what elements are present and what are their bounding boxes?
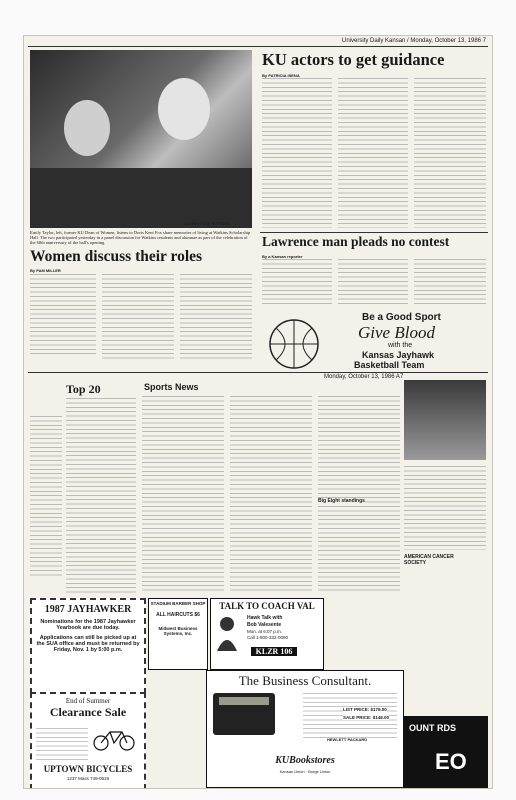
standings-title: Big Eight standings [318,498,365,504]
story1-byline: By PAM MILLER [30,268,61,273]
story3-headline: Lawrence man pleads no contest [262,234,450,249]
coach-line2: Bob Valesente [247,622,282,628]
station-logo: KLZR 106 [251,647,297,656]
basketball-icon [264,314,328,370]
blood-line2: Give Blood [358,323,435,342]
haircut-price: ALL HAIRCUTS $6 [156,612,200,618]
barber-ad [148,598,208,670]
story1-headline: Women discuss their roles [30,248,203,265]
sale-price: SALE PRICE: $148.00 [343,715,390,720]
photo-person-right [158,78,210,140]
story3-byline: By a Kansan reporter [262,254,303,259]
jayhawker-body: Nominations for the 1987 Jayhawker Yearbook are due today. [40,619,136,631]
bookstore-sub: Kansas Union · Burge Union [279,769,331,774]
section-rule [28,372,488,373]
newspaper-page [24,36,492,788]
clearance-title: Clearance Sale [49,705,127,719]
masthead-rule [28,46,488,47]
bookstore-logo: KUBookstores [275,755,335,766]
barber-name: STADIUM BARBER SHOP [150,601,206,606]
hp-logo: HEWLETT PACKARD [327,737,368,742]
photo-caption: Emily Taylor, left, former KU Dean of Women, listens to Doris Kent Fox share memories of living at Watkins Scholarship Hall. The two participated yesterday in a panel discussion for Watkins residents and alumnae as part of the celebration of the 60th anniversary of the hall's opening. [30,230,251,245]
clearance-top: End of Summer [65,697,111,705]
uptown-phone: 1237 Mass 749-0626 [66,776,110,781]
cancer-ad-photo [404,380,486,460]
coach-val-ad [210,598,324,670]
photo-credit: Staff Photo/KURT HUFFMAN [184,222,230,226]
cancer-logo: AMERICAN CANCER SOCIETY [404,554,454,566]
photo-foreground [30,168,252,228]
eo-text: EO [435,749,467,774]
story3-col2 [338,259,408,307]
midwest-name: Midwest Business Systems, Inc. [158,626,198,636]
story1-col2 [102,274,174,360]
boxscores-col3 [318,396,400,594]
blood-drive-ad [262,312,488,372]
story2-byline: By PATRICIA ISENA [262,73,300,78]
coach-line1: Hawk Talk with [247,615,283,621]
photo-person-left [64,100,110,156]
cancer-ad-text [404,466,486,550]
story2-col3 [414,78,486,228]
story2-col1 [262,78,332,228]
coach-line4: Call 1-800-332-0090 [247,635,289,640]
story1-col1 [30,274,96,356]
consultant-ad [206,670,404,788]
consultant-title: The Business Consultant. [238,673,372,688]
story2-col2 [338,78,408,228]
blood-line4: Kansas Jayhawk [362,350,435,360]
count-text: OUNT RDS [409,723,456,733]
story1-col3 [180,274,252,360]
jayhawker-title: 1987 JAYHAWKER [44,604,132,615]
news-photo [30,50,252,228]
masthead: University Daily Kansan / Monday, October 13, 1986 7 [342,38,486,44]
bicycle-icon [92,726,136,752]
person-icon [215,615,239,651]
coach-line3: Mon. at 6:07 p.m. [247,629,283,634]
calculator-image [213,693,275,735]
boxscores-col2 [230,396,312,594]
top20-title: Top 20 [66,382,101,396]
jayhawker-body2: Applications can still be picked up at the SUA office and must be returned by Friday, Nov. 1 by 5:00 p.m. [36,635,140,653]
story2-rule [260,232,488,233]
clearance-text [36,728,88,760]
story3-col3 [414,259,486,307]
right-edge-ad [404,716,488,788]
mid-masthead: Monday, October 13, 1986 A7 [324,374,404,380]
clearance-ad [30,692,146,788]
blood-line3: with the [388,342,413,349]
list-price: LIST PRICE: $179.00 [343,707,387,712]
top20-col [66,398,136,594]
coach-title: TALK TO COACH VAL [219,601,315,611]
story2-headline: KU actors to get guidance [262,50,445,69]
story3-col1 [262,259,332,307]
boxscores-col1 [142,396,224,594]
jayhawker-ad [30,598,146,694]
blood-line5: Basketball Team [354,360,425,370]
left-margin-col [30,416,62,576]
sports-news-title: Sports News [144,382,199,392]
blood-line1: Be a Good Sport [362,312,441,323]
uptown-name: UPTOWN BICYCLES [43,764,133,774]
calculator-display [219,697,269,705]
